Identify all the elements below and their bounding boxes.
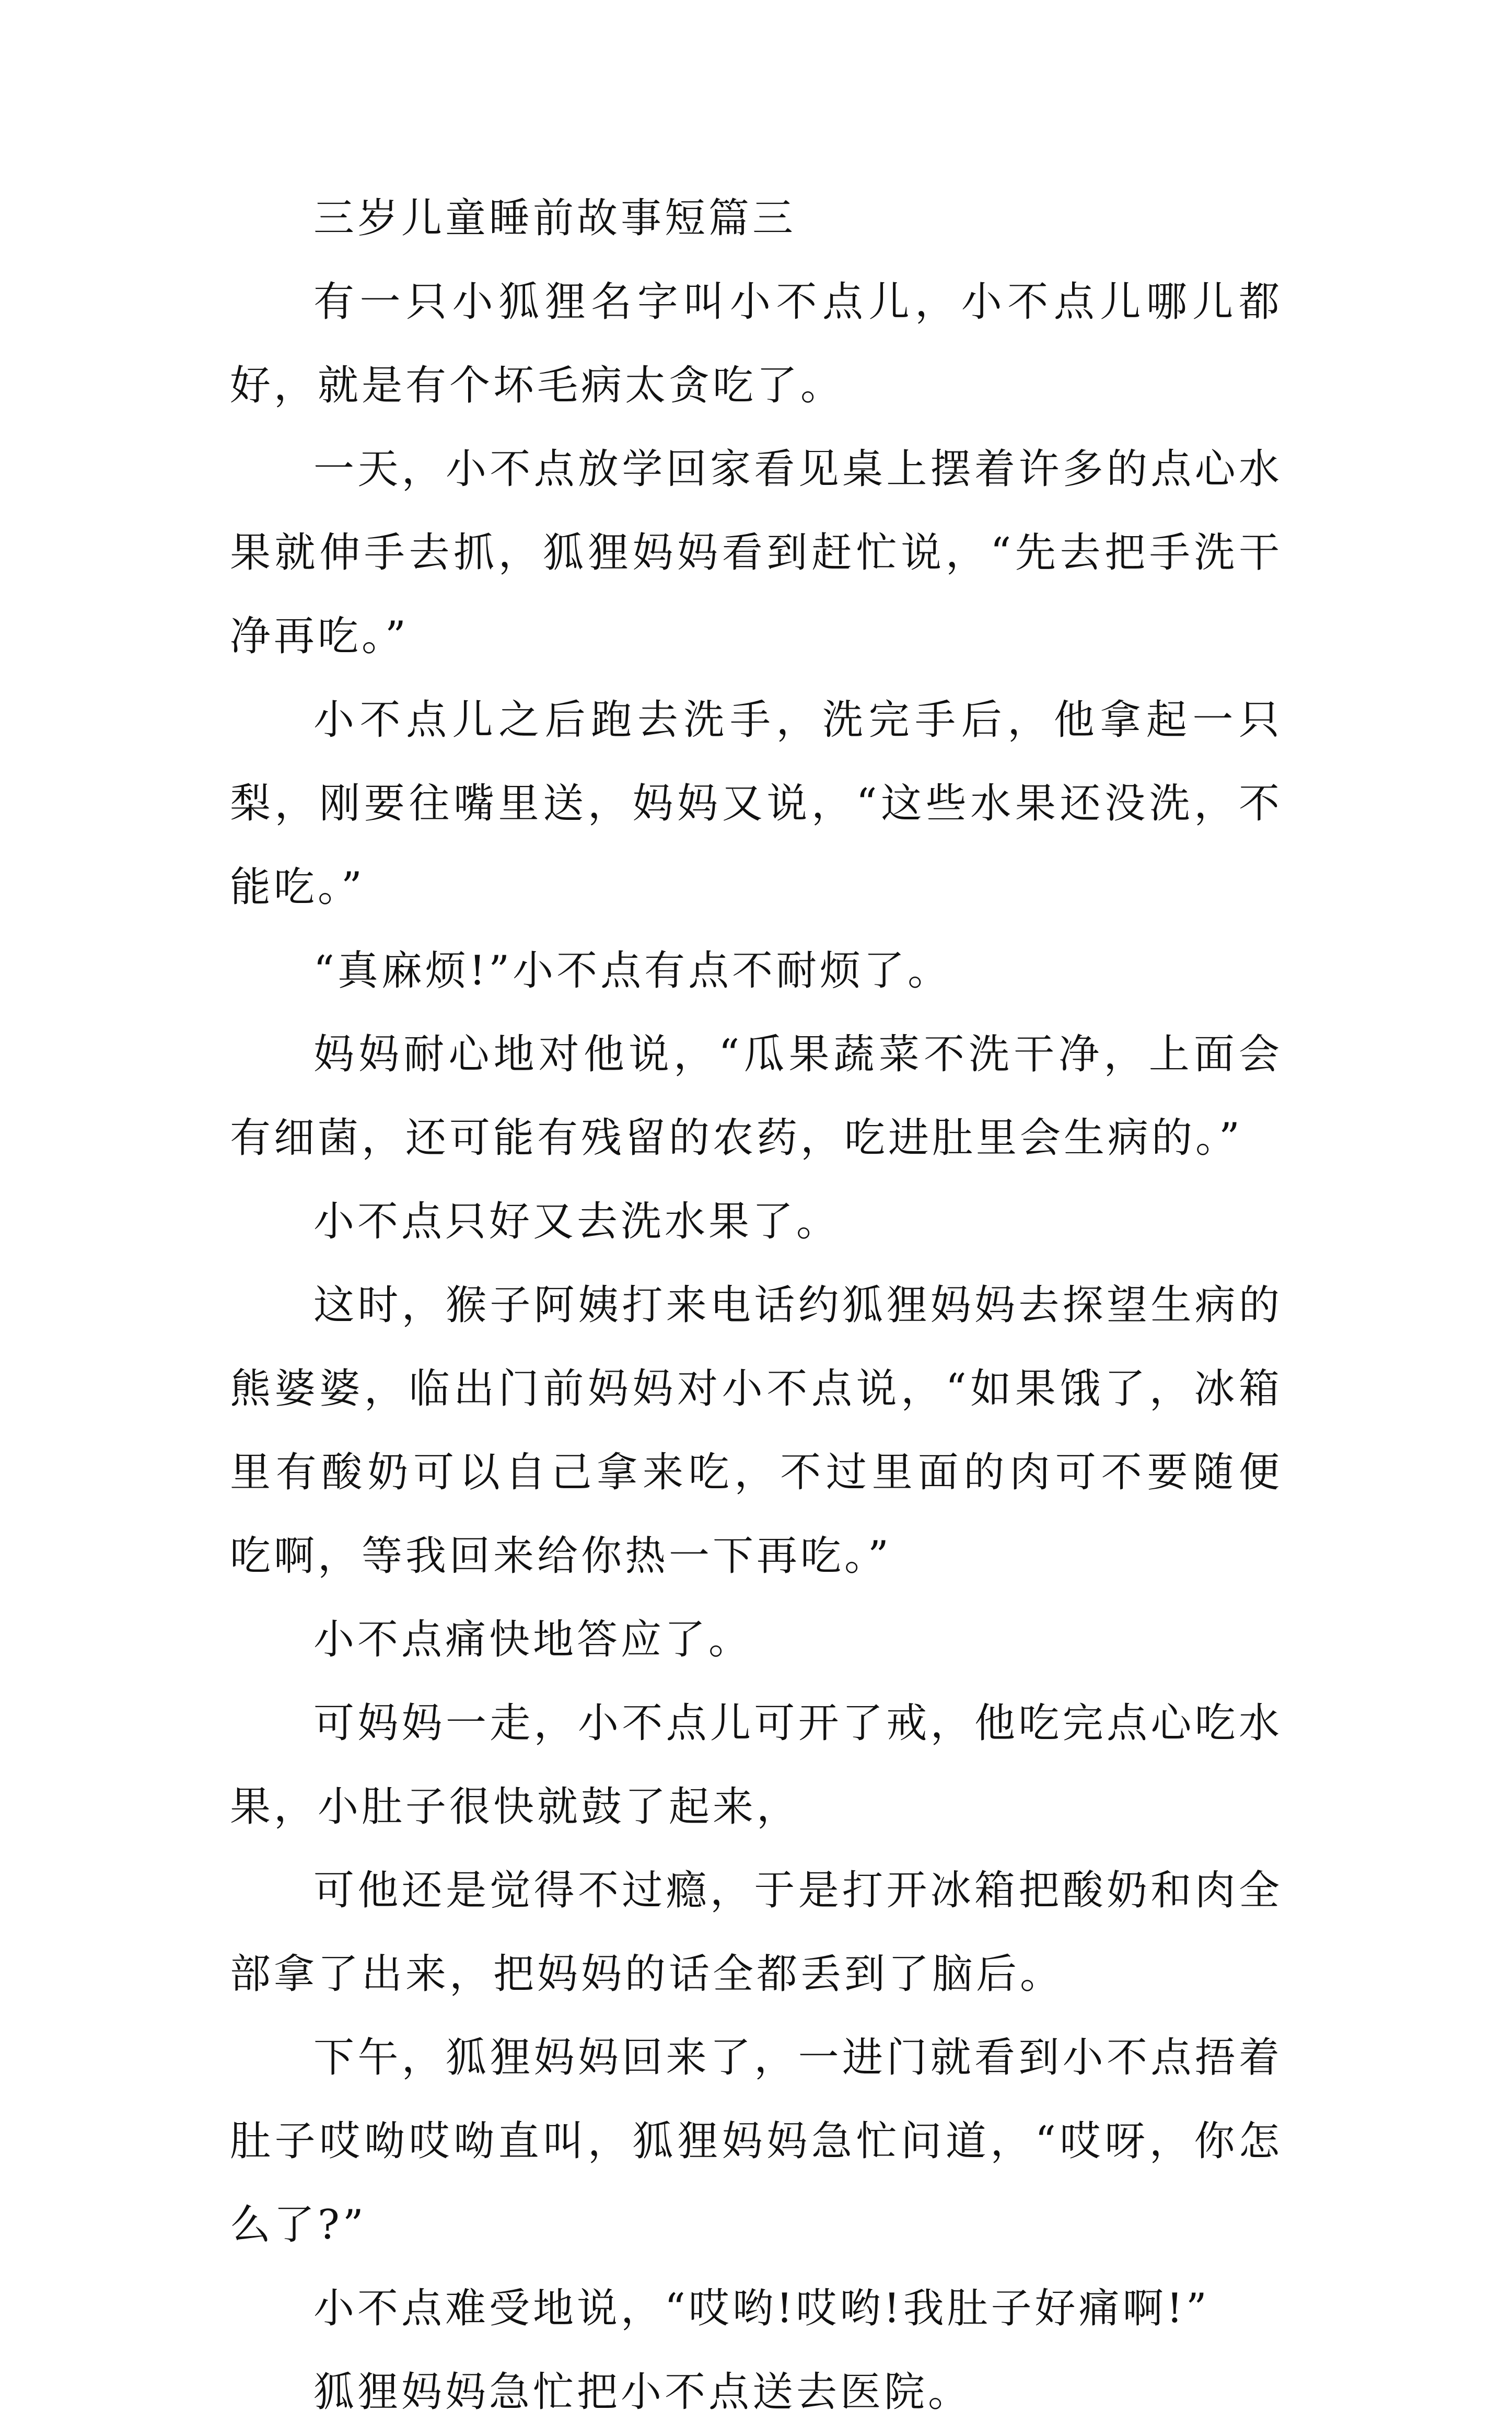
paragraph: 下午，狐狸妈妈回来了，一进门就看到小不点捂着肚子哎呦哎呦直叫，狐狸妈妈急忙问道，“哎呀，你怎么了?” [230, 2034, 1283, 2248]
paragraph: 有一只小狐狸名字叫小不点儿，小不点儿哪儿都好，就是有个坏毛病太贪吃了。 [230, 279, 1283, 409]
paragraph: 小不点儿之后跑去洗手，洗完手后，他拿起一只梨，刚要往嘴里送，妈妈又说，“这些水果还没洗，不能吃。” [230, 697, 1283, 911]
paragraph: 小不点只好又去洗水果了。 [313, 1198, 841, 1245]
document-body [230, 177, 1283, 2434]
paragraph: 一天，小不点放学回家看见桌上摆着许多的点心水果就伸手去抓，狐狸妈妈看到赶忙说，“先去把手洗干净再吃。” [230, 446, 1283, 660]
paragraph: 狐狸妈妈急忙把小不点送去医院。 [313, 2369, 972, 2416]
paragraph: “真麻烦!”小不点有点不耐烦了。 [313, 947, 952, 994]
paragraph: 小不点难受地说，“哎哟!哎哟!我肚子好痛啊!” [313, 2285, 1210, 2332]
paragraph: 这时，猴子阿姨打来电话约狐狸妈妈去探望生病的熊婆婆，临出门前妈妈对小不点说，“如果饿了，冰箱里有酸奶可以自己拿来吃，不过里面的肉可不要随便吃啊，等我回来给你热一下再吃。” [230, 1282, 1283, 1580]
document-title: 三岁儿童睡前故事短篇三 [313, 195, 797, 242]
paragraph: 小不点痛快地答应了。 [313, 1616, 753, 1663]
paragraph: 可他还是觉得不过瘾，于是打开冰箱把酸奶和肉全部拿了出来，把妈妈的话全都丢到了脑后。 [230, 1867, 1283, 1998]
paragraph: 妈妈耐心地对他说，“瓜果蔬菜不洗干净，上面会有细菌，还可能有残留的农药，吃进肚里会生病的。” [230, 1031, 1283, 1162]
paragraph: 可妈妈一走，小不点儿可开了戒，他吃完点心吃水果，小肚子很快就鼓了起来， [230, 1700, 1283, 1830]
